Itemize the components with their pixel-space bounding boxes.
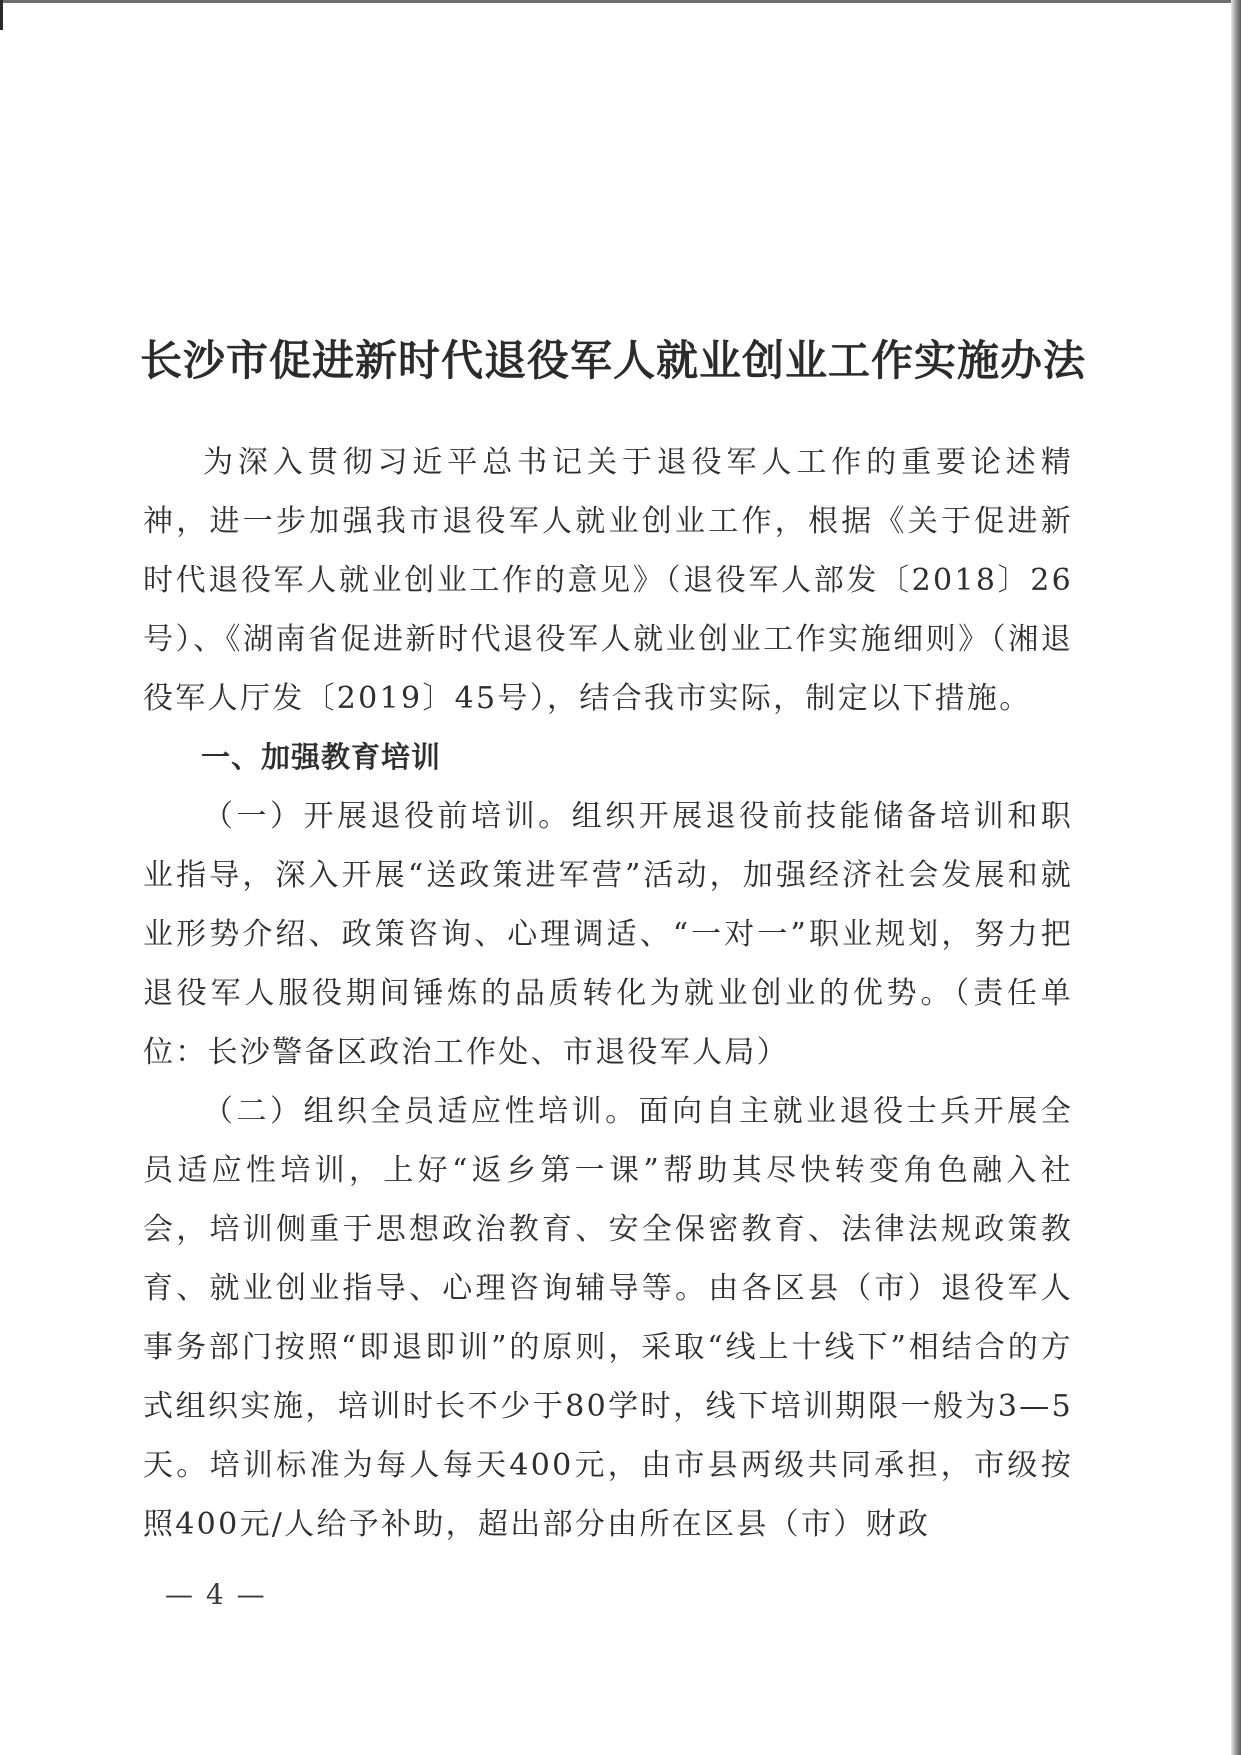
item-adaptive-training: [143, 1082, 1073, 1554]
scan-corner-mark: [0, 0, 3, 30]
section-heading-education: 一、加强教育培训: [201, 740, 442, 774]
scan-right-edge: [1231, 0, 1241, 1755]
scan-top-edge: [0, 0, 1241, 3]
item-pre-discharge-training: [143, 787, 1073, 1082]
page-number: — 4 —: [165, 1578, 267, 1611]
intro-paragraph: 为深入贯彻习近平总书记关于退役军人工作的重要论述精神，进一步加强我市退役军人就业创业工作，根据《关于促进新时代退役军人就业创业工作的意见》（退役军人部发〔2018〕26号）、《湖南省促进新时代退役军人就业创业工作实施细则》（湘退役军人厅发〔2019〕45号），结合我市实际，制定以下措施。: [143, 445, 1073, 716]
item-body: 面向自主就业退役士兵开展全员适应性培训，上好“返乡第一课”帮助其尽快转变角色融入社会，培训侧重于思想政治教育、安全保密教育、法律法规政策教育、就业创业指导、心理咨询辅导等。由各区县（市）退役军人事务部门按照“即退即训”的原则，采取“线上十线下”相结合的方式组织实施，培训时长不少于80学时，线下培训期限一般为3—5天。培训标准为每人每天400元，由市县两级共同承担，市级按照400元/人给予补助，超出部分由所在区县（市）财政: [143, 1094, 1073, 1542]
item-lead: （一）开展退役前培训。: [203, 799, 572, 834]
document-body: [143, 433, 1073, 1554]
item-lead: （二）组织全员适应性培训。: [203, 1094, 639, 1129]
item-body: 组织开展退役前技能储备培训和职业指导，深入开展“送政策进军营”活动，加强经济社会发展和就业形势介绍、政策咨询、心理调适、“一对一”职业规划，努力把退役军人服役期间锤炼的品质转化为就业创业的优势。（责任单位：长沙警备区政治工作处、市退役军人局）: [143, 799, 1073, 1070]
document-title: 长沙市促进新时代退役军人就业创业工作实施办法: [140, 336, 1087, 386]
